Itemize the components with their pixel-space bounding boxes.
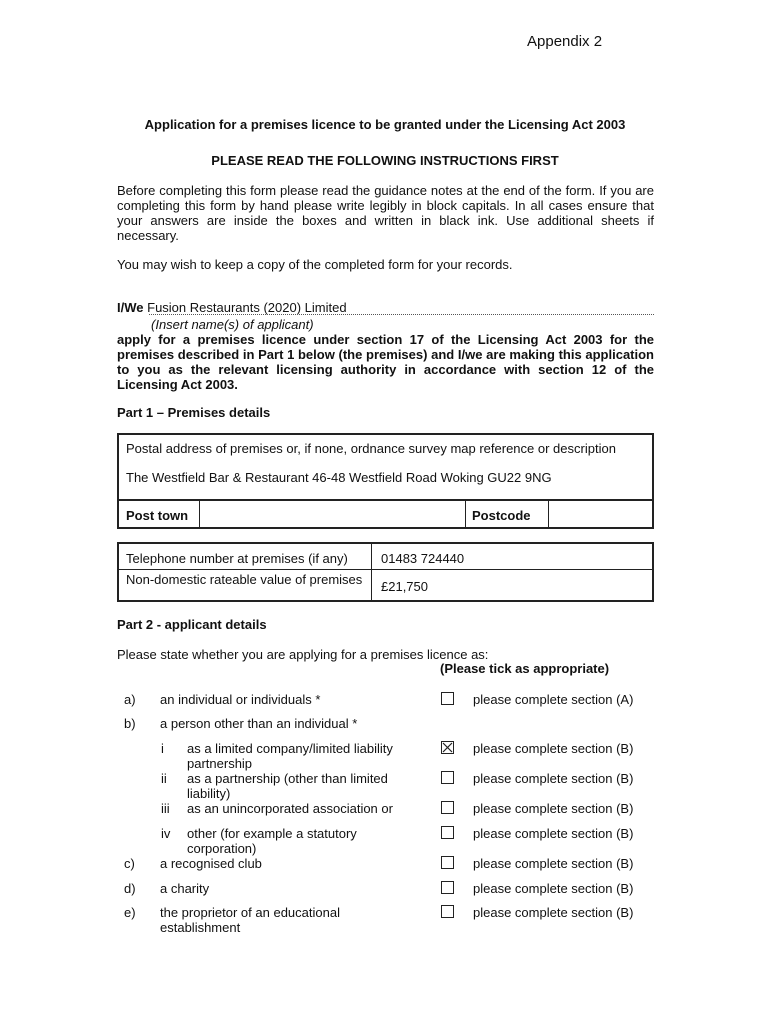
address-value[interactable]: The Westfield Bar & Restaurant 46-48 Westfield Road Woking GU22 9NG bbox=[126, 470, 552, 485]
option-a-checkbox[interactable] bbox=[441, 692, 454, 705]
option-b-ii-action: please complete section (B) bbox=[473, 771, 634, 786]
option-b-i-numeral: i bbox=[161, 741, 164, 756]
option-b-i-checkbox[interactable] bbox=[441, 741, 454, 754]
option-d-text: a charity bbox=[160, 881, 210, 896]
option-b-iii-checkbox[interactable] bbox=[441, 801, 454, 814]
option-c-text: a recognised club bbox=[160, 856, 262, 871]
part2-question: Please state whether you are applying for a premises licence as: bbox=[117, 647, 489, 662]
option-b-ii-numeral: ii bbox=[161, 771, 167, 786]
contact-divider bbox=[371, 544, 372, 600]
apply-statement: apply for a premises licence under section 17 of the Licensing Act 2003 for the premises described in Part 1 below (the premises) and I/we are making this application to you as the relevant licensing authority in accordance with section 12 of the Licensing Act 2003. bbox=[117, 332, 654, 392]
option-a-action: please complete section (A) bbox=[473, 692, 634, 707]
option-b-iv-text: other (for example a statutory corporation) bbox=[187, 826, 357, 856]
option-b-ii-checkbox[interactable] bbox=[441, 771, 454, 784]
option-b-iv-numeral: iv bbox=[161, 826, 171, 841]
premises-contact-box bbox=[117, 542, 654, 602]
option-b-i-text: as a limited company/limited liability partnership bbox=[187, 741, 393, 771]
option-d-action: please complete section (B) bbox=[473, 881, 634, 896]
tick-hint: (Please tick as appropriate) bbox=[440, 661, 610, 676]
option-b-text: a person other than an individual * bbox=[160, 716, 358, 731]
insert-hint: (Insert name(s) of applicant) bbox=[151, 317, 314, 332]
premises-address-box bbox=[117, 433, 654, 529]
appendix-label: Appendix 2 bbox=[527, 33, 603, 50]
postcode-label: Postcode bbox=[472, 508, 531, 523]
option-b-ii-text: as a partnership (other than limited liability) bbox=[187, 771, 388, 801]
check-cross-icon bbox=[442, 742, 453, 753]
contact-row-divider bbox=[119, 569, 652, 570]
telephone-value[interactable]: 01483 724440 bbox=[381, 551, 465, 566]
telephone-label: Telephone number at premises (if any) bbox=[126, 551, 348, 566]
option-a-text: an individual or individuals * bbox=[160, 692, 321, 707]
option-b-iii-numeral: iii bbox=[161, 801, 170, 816]
option-b-iv-action: please complete section (B) bbox=[473, 826, 634, 841]
option-c-checkbox[interactable] bbox=[441, 856, 454, 869]
option-d-checkbox[interactable] bbox=[441, 881, 454, 894]
rateable-value[interactable]: £21,750 bbox=[381, 579, 428, 594]
option-e-checkbox[interactable] bbox=[441, 905, 454, 918]
option-b-letter: b) bbox=[124, 716, 136, 731]
rateable-label: Non-domestic rateable value of premises bbox=[126, 572, 363, 587]
post-town-label: Post town bbox=[126, 508, 189, 523]
option-c-action: please complete section (B) bbox=[473, 856, 634, 871]
option-e-text: the proprietor of an educational establishment bbox=[160, 905, 340, 935]
option-a-letter: a) bbox=[124, 692, 136, 707]
postcode-divider-left bbox=[465, 501, 466, 527]
option-e-action: please complete section (B) bbox=[473, 905, 634, 920]
option-b-iii-text: as an unincorporated association or bbox=[187, 801, 393, 816]
option-b-iii-action: please complete section (B) bbox=[473, 801, 634, 816]
form-title: Application for a premises licence to be granted under the Licensing Act 2003 bbox=[144, 117, 626, 132]
copy-note: You may wish to keep a copy of the completed form for your records. bbox=[117, 257, 513, 272]
instructions-heading: PLEASE READ THE FOLLOWING INSTRUCTIONS FIRST bbox=[211, 153, 559, 168]
post-town-field[interactable] bbox=[203, 503, 459, 525]
postcode-divider-right bbox=[548, 501, 549, 527]
option-b-iv-checkbox[interactable] bbox=[441, 826, 454, 839]
intro-paragraph: Before completing this form please read the guidance notes at the end of the form. If you are completing this form by hand please write legibly in block capitals. In all cases ensure that your answers are inside the boxes and written in black ink. Use additional sheets if necessary. bbox=[117, 183, 654, 243]
post-town-divider bbox=[199, 501, 200, 527]
postcode-field[interactable] bbox=[552, 503, 650, 525]
applicant-name[interactable]: Fusion Restaurants (2020) Limited bbox=[147, 300, 347, 315]
option-c-letter: c) bbox=[124, 856, 135, 871]
applicant-line bbox=[117, 300, 654, 315]
option-d-letter: d) bbox=[124, 881, 136, 896]
iwe-label: I/We bbox=[117, 300, 144, 315]
option-e-letter: e) bbox=[124, 905, 136, 920]
address-label: Postal address of premises or, if none, ordnance survey map reference or description bbox=[126, 441, 616, 456]
part1-heading: Part 1 – Premises details bbox=[117, 405, 271, 420]
part2-heading: Part 2 - applicant details bbox=[117, 617, 267, 632]
option-b-i-action: please complete section (B) bbox=[473, 741, 634, 756]
applicant-name-underline bbox=[149, 314, 654, 315]
